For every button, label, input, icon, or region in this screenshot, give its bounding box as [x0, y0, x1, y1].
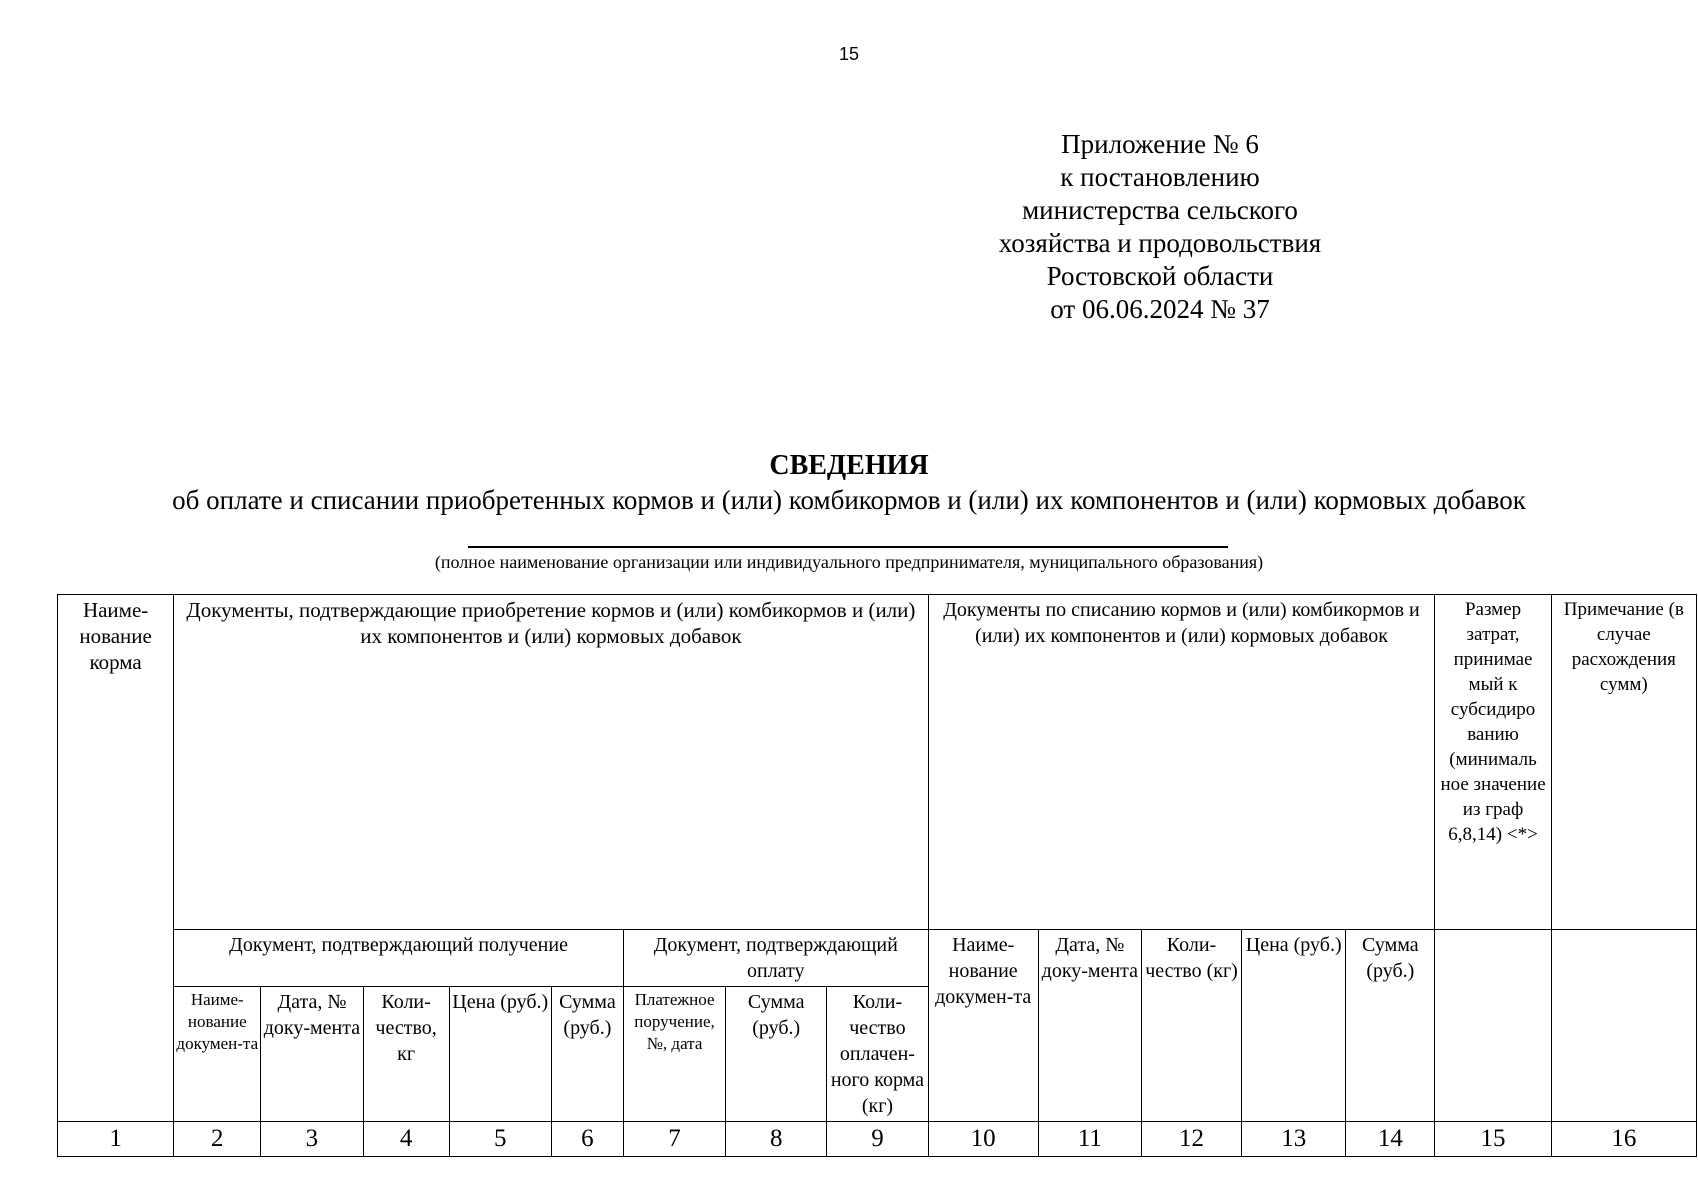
- page-number: 15: [838, 44, 860, 64]
- receipt-quantity-header: Коли-чество, кг: [363, 987, 449, 1122]
- payment-order-header: Платежное поручение, №, дата: [623, 987, 725, 1122]
- column-number: 13: [1242, 1122, 1346, 1157]
- col-note-blank: [1551, 930, 1696, 1122]
- writeoff-doc-name-header: Наиме-нование докумен-та: [928, 930, 1038, 1122]
- writeoff-doc-date-header: Дата, № доку-мента: [1038, 930, 1141, 1122]
- col-feed-name-header: Наиме-нование корма: [58, 595, 174, 1122]
- receipt-sum-header: Сумма (руб.): [551, 987, 623, 1122]
- column-number: 12: [1141, 1122, 1241, 1157]
- writeoff-sum-header: Сумма (руб.): [1346, 930, 1435, 1122]
- organization-name-line: [468, 546, 1228, 548]
- column-number: 8: [726, 1122, 827, 1157]
- sub-payment-docs-header: Документ, подтверждающий оплату: [623, 930, 928, 987]
- column-number: 15: [1435, 1122, 1551, 1157]
- column-number: 14: [1346, 1122, 1435, 1157]
- column-number: 2: [174, 1122, 261, 1157]
- appendix-line: Приложение № 6: [1061, 129, 1259, 159]
- column-number: 11: [1038, 1122, 1141, 1157]
- column-number: 16: [1551, 1122, 1696, 1157]
- col-cost-header: Размер затрат, принимае мый к субсидиро ванию (минималь ное значение из граф 6,8,14) <*>: [1435, 595, 1551, 930]
- appendix-line: к постановлению: [1060, 162, 1260, 192]
- paid-quantity-header: Коли-чество оплачен-ного корма (кг): [827, 987, 928, 1122]
- col-cost-blank: [1435, 930, 1551, 1122]
- receipt-doc-name-header: Наиме-нование докумен-та: [174, 987, 261, 1122]
- appendix-line: от 06.06.2024 № 37: [1050, 294, 1270, 324]
- column-number: 5: [449, 1122, 551, 1157]
- organization-name-caption: (полное наименование организации или индивидуального предпринимателя, муниципального образования): [434, 552, 1264, 572]
- document-title: СВЕДЕНИЯ: [769, 450, 929, 481]
- appendix-block: [980, 128, 1340, 326]
- column-number: 6: [551, 1122, 623, 1157]
- appendix-line: хозяйства и продовольствия: [998, 228, 1322, 258]
- group-purchase-docs-header: Документы, подтверждающие приобретение кормов и (или) комбикормов и (или) их компонентов и (или) кормовых добавок: [174, 595, 928, 930]
- column-number: 1: [58, 1122, 174, 1157]
- column-number: 3: [261, 1122, 363, 1157]
- col-note-header: Примечание (в случае расхождения сумм): [1551, 595, 1696, 930]
- column-number: 9: [827, 1122, 928, 1157]
- appendix-line: министерства сельского: [1022, 195, 1298, 225]
- receipt-price-header: Цена (руб.): [449, 987, 551, 1122]
- payment-sum-header: Сумма (руб.): [726, 987, 827, 1122]
- column-number: 7: [623, 1122, 725, 1157]
- writeoff-quantity-header: Коли-чество (кг): [1141, 930, 1241, 1122]
- document-subtitle: об оплате и списании приобретенных кормов и (или) комбикормов и (или) их компонентов и (или) кормовых добавок: [172, 485, 1526, 515]
- receipt-doc-date-header: Дата, № доку-мента: [261, 987, 363, 1122]
- column-number: 10: [928, 1122, 1038, 1157]
- appendix-line: Ростовской области: [1046, 261, 1274, 291]
- column-number: 4: [363, 1122, 449, 1157]
- writeoff-price-header: Цена (руб.): [1242, 930, 1346, 1122]
- group-writeoff-docs-header: Документы по списанию кормов и (или) комбикормов и (или) их компонентов и (или) кормовых добавок: [928, 595, 1435, 930]
- sub-receipt-docs-header: Документ, подтверждающий получение: [174, 930, 624, 987]
- report-table: [57, 594, 1697, 1157]
